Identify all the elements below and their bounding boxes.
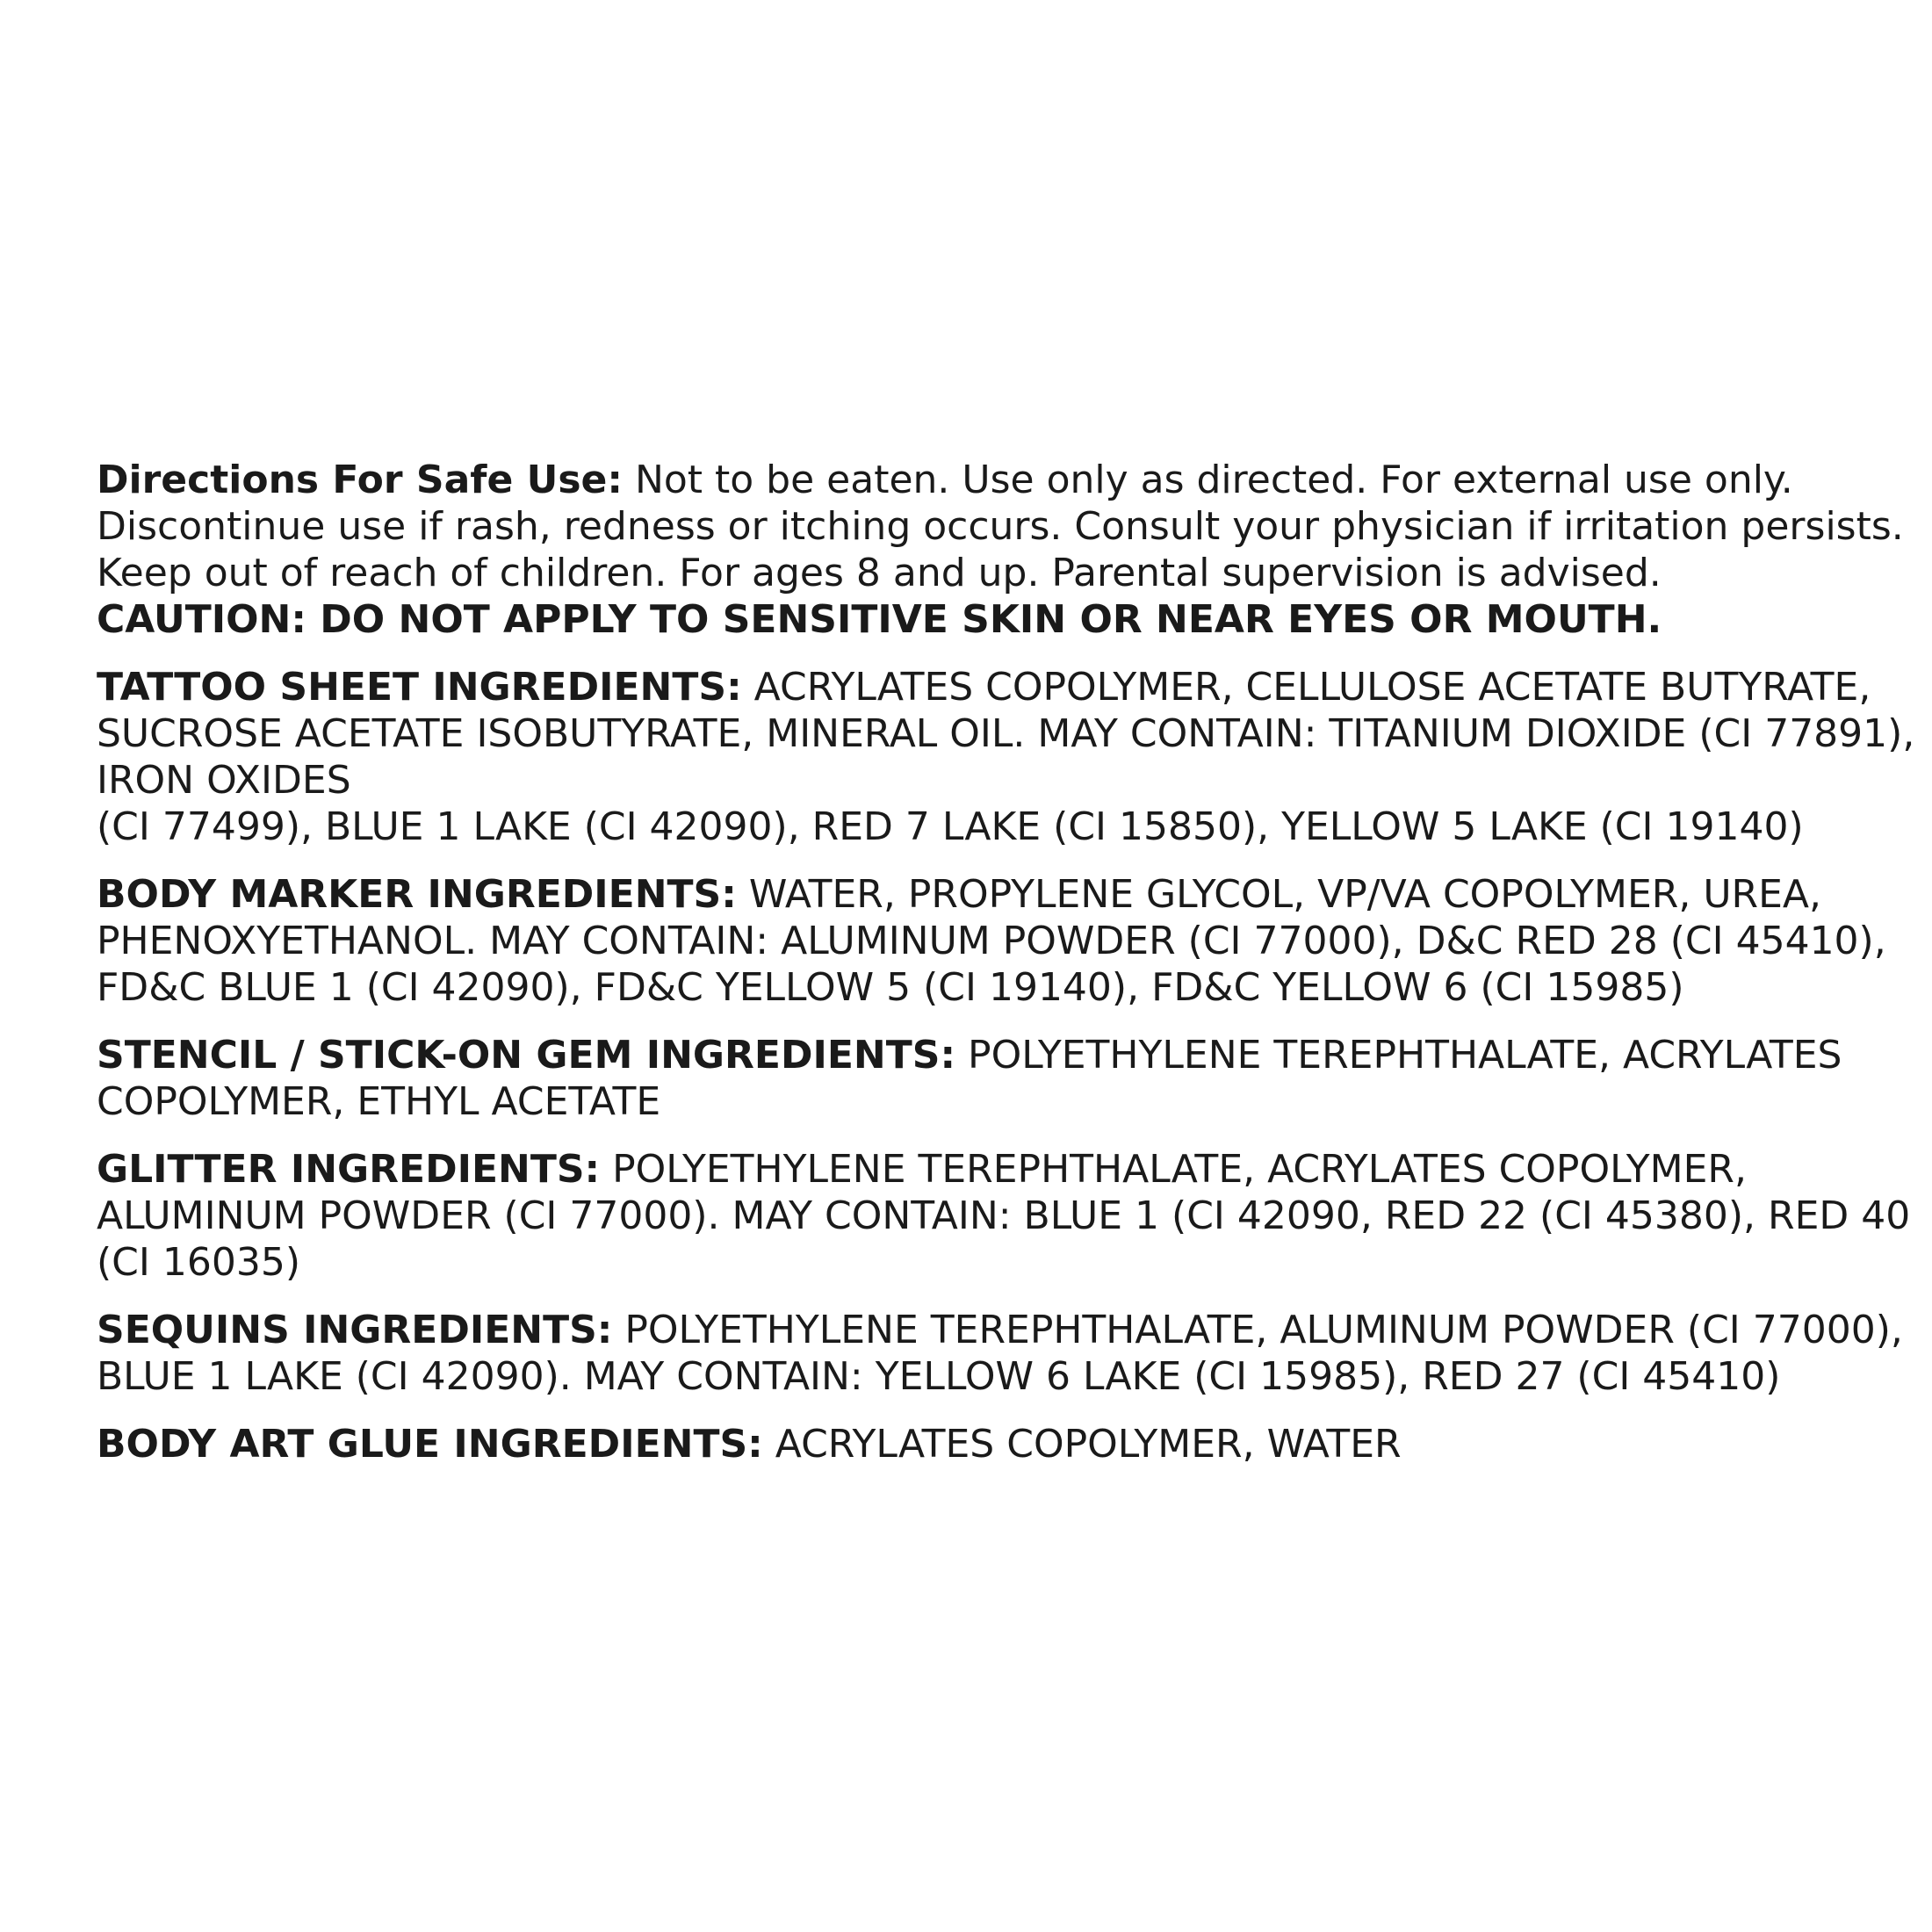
tattoo-sheet-line-2: SUCROSE ACETATE ISOBUTYRATE, MINERAL OIL. MAY CONTAIN: TITANIUM DIOXIDE (CI 77891), — [97, 711, 1915, 756]
directions-section — [97, 457, 1904, 643]
caution-warning: CAUTION: DO NOT APPLY TO SENSITIVE SKIN OR NEAR EYES OR MOUTH. — [97, 597, 1662, 642]
sequins-section — [97, 1307, 1903, 1400]
body-art-glue-section — [97, 1421, 1879, 1467]
stencil-gem-heading: STENCIL / STICK-ON GEM INGREDIENTS: — [97, 1033, 956, 1078]
tattoo-sheet-section — [97, 664, 1915, 850]
body-marker-line-1: WATER, PROPYLENE GLYCOL, VP/VA COPOLYMER, UREA, — [736, 872, 1821, 917]
glitter-heading: GLITTER INGREDIENTS: — [97, 1147, 601, 1192]
body-marker-line-2: PHENOXYETHANOL. MAY CONTAIN: ALUMINUM POWDER (CI 77000), D&C RED 28 (CI 45410), — [97, 919, 1886, 963]
glitter-section — [97, 1146, 1911, 1286]
sequins-line-2: BLUE 1 LAKE (CI 42090). MAY CONTAIN: YELLOW 6 LAKE (CI 15985), RED 27 (CI 45410) — [97, 1354, 1781, 1399]
glitter-line-1: POLYETHYLENE TEREPHTHALATE, ACRYLATES COPOLYMER, — [600, 1147, 1747, 1192]
tattoo-sheet-line-1: ACRYLATES COPOLYMER, CELLULOSE ACETATE BUTYRATE, — [741, 665, 1871, 710]
directions-line-1: Not to be eaten. Use only as directed. For external use only. — [622, 458, 1793, 502]
tattoo-sheet-heading: TATTOO SHEET INGREDIENTS: — [97, 665, 742, 710]
glitter-line-2: ALUMINUM POWDER (CI 77000). MAY CONTAIN: BLUE 1 (CI 42090, RED 22 (CI 45380), RED 40 — [97, 1193, 1911, 1238]
stencil-gem-section — [97, 1032, 1879, 1125]
sequins-heading: SEQUINS INGREDIENTS: — [97, 1308, 613, 1352]
body-marker-heading: BODY MARKER INGREDIENTS: — [97, 872, 737, 917]
directions-heading: Directions For Safe Use: — [97, 458, 623, 502]
body-marker-section — [97, 871, 1886, 1011]
body-art-glue-heading: BODY ART GLUE INGREDIENTS: — [97, 1422, 763, 1467]
product-label-text — [97, 457, 1915, 1489]
stencil-gem-line-2: COPOLYMER, ETHYL ACETATE — [97, 1079, 661, 1124]
stencil-gem-line-1: POLYETHYLENE TEREPHTHALATE, ACRYLATES — [955, 1033, 1842, 1078]
tattoo-sheet-line-3: IRON OXIDES — [97, 758, 351, 803]
glitter-line-3: (CI 16035) — [97, 1240, 300, 1285]
directions-line-2: Discontinue use if rash, redness or itching occurs. Consult your physician if irritation persists. — [97, 504, 1904, 549]
sequins-line-1: POLYETHYLENE TEREPHTHALATE, ALUMINUM POWDER (CI 77000), — [612, 1308, 1903, 1352]
directions-line-3: Keep out of reach of children. For ages 8 and up. Parental supervision is advised. — [97, 551, 1662, 595]
body-art-glue-line-1: ACRYLATES COPOLYMER, WATER — [762, 1422, 1402, 1467]
body-marker-line-3: FD&C BLUE 1 (CI 42090), FD&C YELLOW 5 (CI 19140), FD&C YELLOW 6 (CI 15985) — [97, 965, 1684, 1010]
tattoo-sheet-line-4: (CI 77499), BLUE 1 LAKE (CI 42090), RED 7 LAKE (CI 15850), YELLOW 5 LAKE (CI 19140) — [97, 804, 1804, 849]
